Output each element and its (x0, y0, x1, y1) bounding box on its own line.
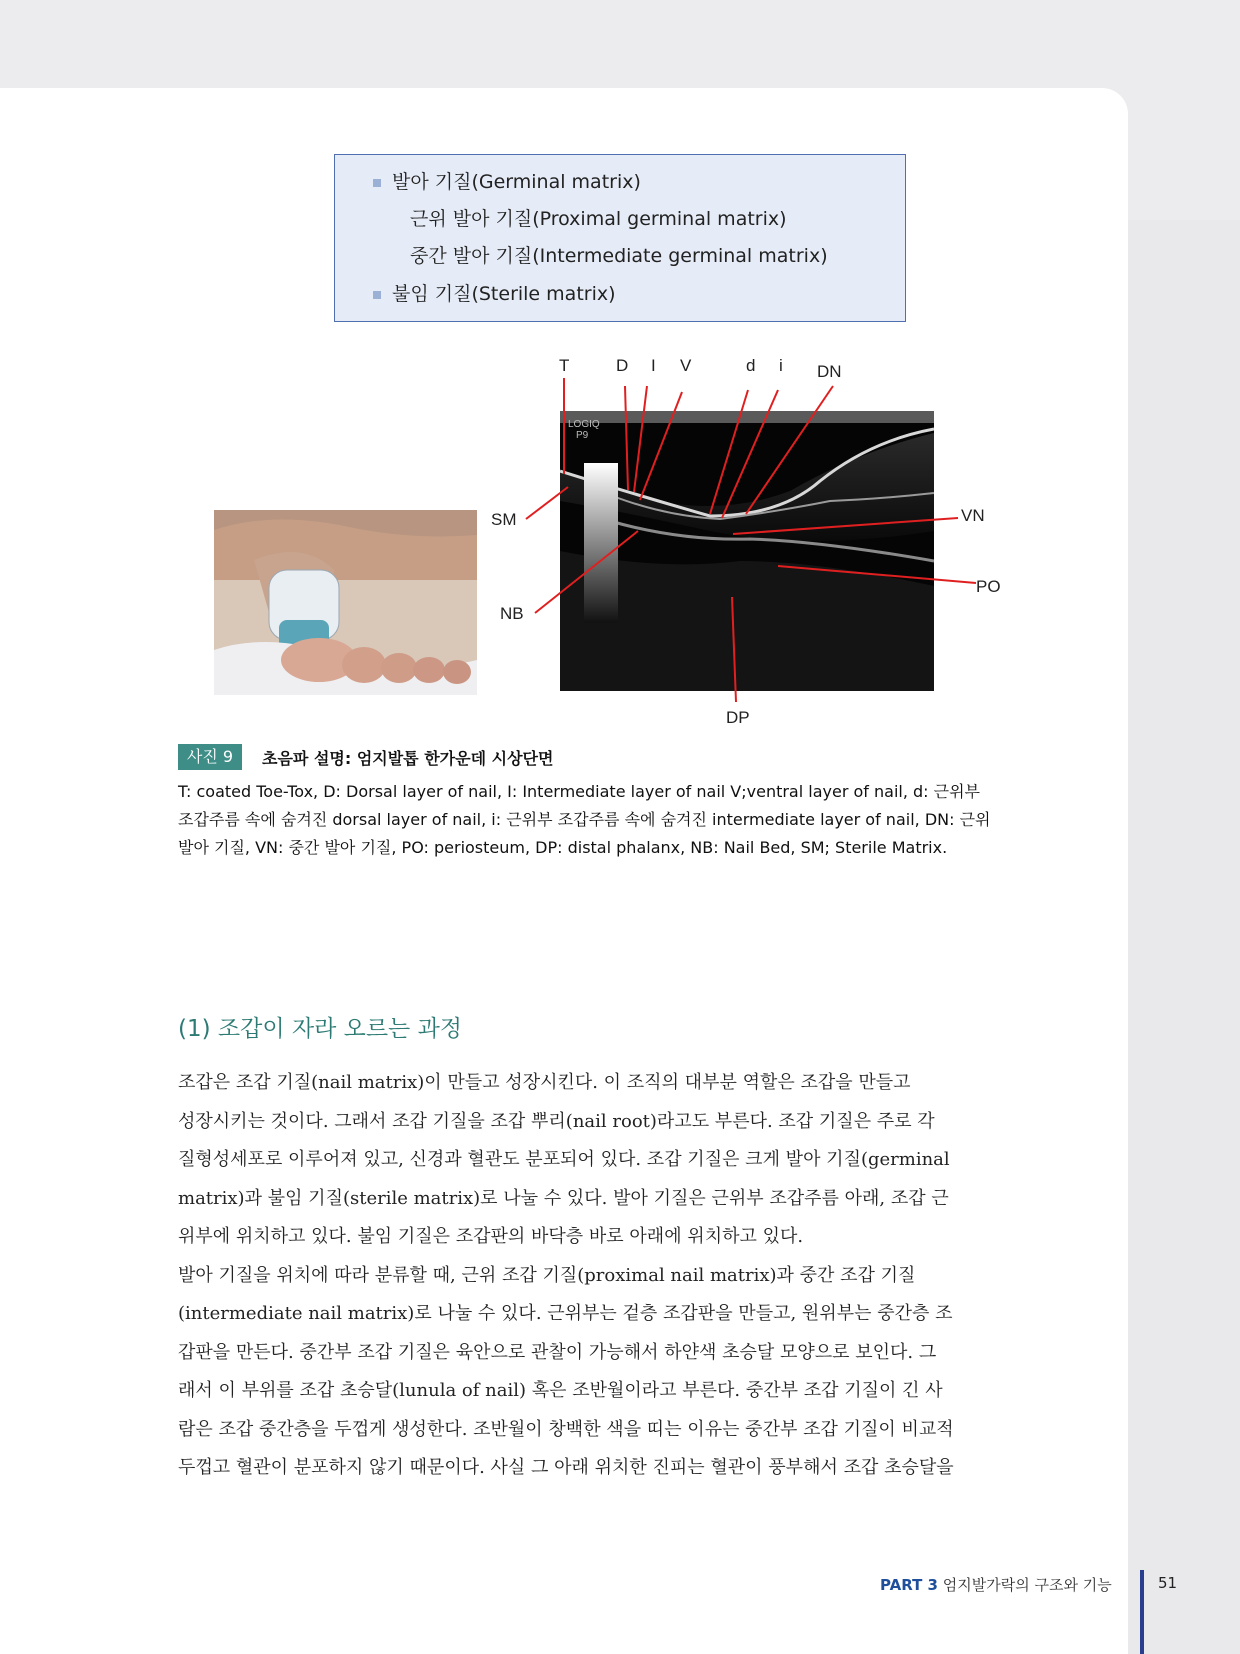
figure-caption (178, 778, 1078, 862)
caption-line: 조갑주름 속에 숨겨진 dorsal layer of nail, i: 근위부 조갑주름 속에 숨겨진 intermediate layer of nail, DN: 근위 (178, 810, 991, 829)
caption-line: 발아 기질, VN: 중간 발아 기질, PO: periosteum, DP: distal phalanx, NB: Nail Bed, SM; Sterile Matrix. (178, 838, 948, 857)
footer-chapter-title: 엄지발가락의 구조와 기능 (942, 1576, 1112, 1594)
body-line: 발아 기질을 위치에 따라 분류할 때, 근위 조갑 기질(proximal nail matrix)과 중간 조갑 기질 (178, 1264, 916, 1286)
label-VN: VN (961, 506, 985, 525)
footer-part-label: PART 3 (880, 1576, 938, 1594)
body-line: 람은 조갑 중간층을 두껍게 생성한다. 조반월이 창백한 색을 띠는 이유는 중간부 조갑 기질이 비교적 (178, 1418, 954, 1440)
body-line: 두껍고 혈관이 분포하지 않기 때문이다. 사실 그 아래 위치한 진피는 혈관이 풍부해서 조갑 초승달을 (178, 1457, 954, 1478)
body-line: 질형성세포로 이루어져 있고, 신경과 혈관도 분포되어 있다. 조갑 기질은 크게 발아 기질(germinal (178, 1149, 950, 1170)
label-DN: DN (817, 362, 842, 381)
label-D: D (616, 356, 629, 375)
label-I: I (651, 356, 656, 375)
label-PO: PO (976, 577, 1001, 596)
info-item: 발아 기질(Germinal matrix) (392, 171, 641, 193)
caption-line: T: coated Toe-Tox, D: Dorsal layer of nail, I: Intermediate layer of nail V;ventral layer of nail, d: 근위부 (178, 782, 981, 801)
running-footer (880, 1574, 1112, 1595)
body-line: 래서 이 부위를 조갑 초승달(lunula of nail) 혹은 조반월이라고 부른다. 중간부 조갑 기질이 긴 사 (178, 1380, 943, 1401)
label-NB: NB (500, 604, 524, 623)
info-item: 불임 기질(Sterile matrix) (392, 283, 616, 305)
label-d: d (746, 356, 756, 375)
info-item: 근위 발아 기질(Proximal germinal matrix) (410, 208, 787, 230)
label-i: i (779, 356, 783, 375)
label-V: V (680, 356, 692, 375)
figure-title: 초음파 설명: 엄지발톱 한가운데 시상단면 (262, 749, 554, 768)
body-line: (intermediate nail matrix)로 나눌 수 있다. 근위부는 겉층 조갑판을 만들고, 원위부는 중간층 조 (178, 1303, 953, 1324)
section-title: (1) 조갑이 자라 오르는 과정 (178, 1016, 463, 1042)
page-number: 51 (1158, 1574, 1178, 1592)
label-T: T (559, 356, 570, 375)
body-line: 조갑은 조갑 기질(nail matrix)이 만들고 성장시킨다. 이 조직의 대부분 역할은 조갑을 만들고 (178, 1072, 911, 1093)
body-line: 위부에 위치하고 있다. 불임 기질은 조갑판의 바닥층 바로 아래에 위치하고 있다. (178, 1226, 804, 1247)
body-line: 갑판을 만든다. 중간부 조갑 기질은 육안으로 관찰이 가능해서 하얀색 초승달 모양으로 보인다. 그 (178, 1341, 937, 1363)
figure-tag: 사진 9 (178, 744, 242, 770)
label-SM: SM (491, 510, 517, 529)
footer-divider (1140, 1570, 1144, 1654)
device-text-line1: LOGIQ (568, 419, 600, 430)
device-text-line2: P9 (576, 430, 589, 441)
body-line: 성장시키는 것이다. 그래서 조갑 기질을 조갑 뿌리(nail root)라고도 부른다. 조갑 기질은 주로 각 (178, 1110, 935, 1132)
body-paragraphs (178, 1064, 1064, 1488)
info-item: 중간 발아 기질(Intermediate germinal matrix) (410, 245, 828, 267)
label-DP: DP (726, 708, 750, 727)
body-line: matrix)과 불임 기질(sterile matrix)로 나눌 수 있다. 발아 기질은 근위부 조갑주름 아래, 조갑 근 (178, 1187, 949, 1209)
